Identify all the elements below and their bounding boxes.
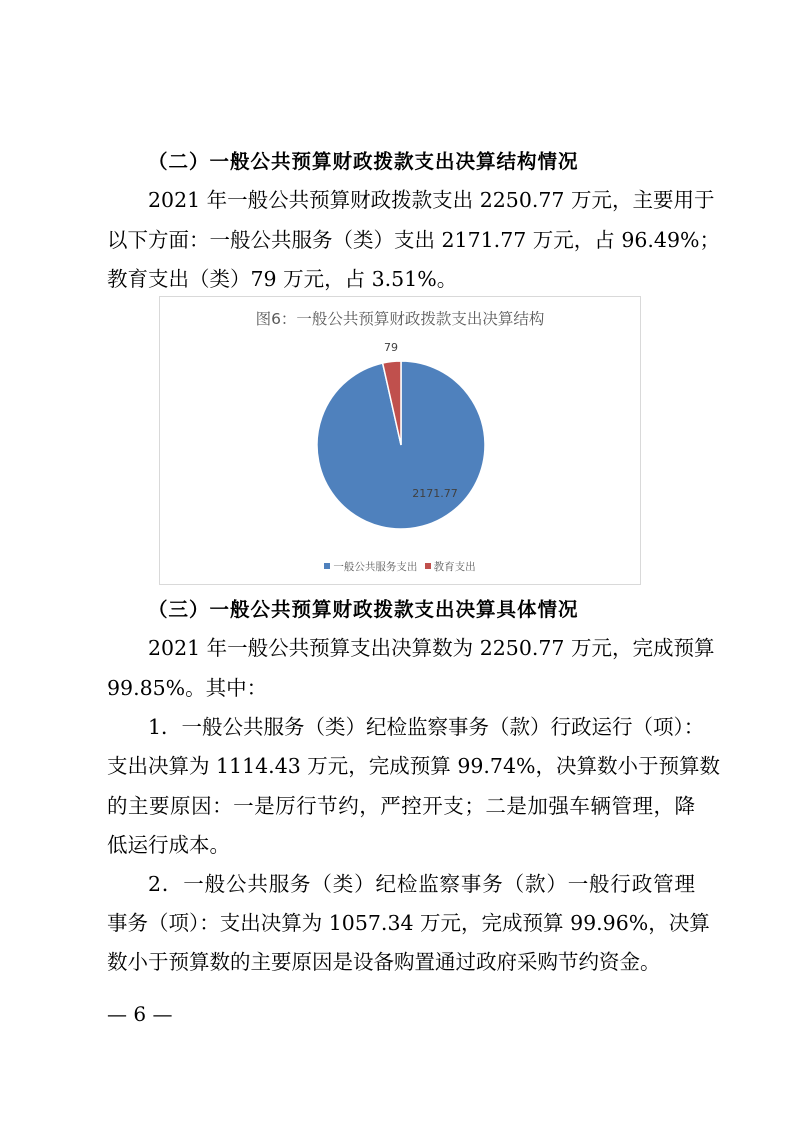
legend-label: 一般公共服务支出 — [333, 561, 418, 573]
list-item-line: 事务（项）：支出决算为 1057.34 万元，完成预算 99.96%，决算 — [107, 911, 710, 935]
page-number: — 6 — — [107, 1002, 173, 1026]
legend-item — [425, 559, 476, 574]
section-heading: （三）一般公共预算财政拨款支出决算具体情况 — [148, 598, 579, 621]
list-item-line: 2．一般公共服务（类）纪检监察事务（款）一般行政管理 — [148, 872, 695, 896]
pie-chart-canvas — [160, 297, 640, 584]
data-label: 2171.77 — [412, 487, 458, 500]
list-item-line: 1．一般公共服务（类）纪检监察事务（款）行政运行（项）： — [148, 715, 705, 739]
pie-chart — [159, 296, 641, 585]
legend-swatch — [324, 563, 330, 569]
data-label: 79 — [384, 341, 398, 354]
legend-swatch — [425, 563, 431, 569]
list-item-line: 的主要原因：一是厉行节约，严控开支；二是加强车辆管理，降 — [107, 794, 695, 818]
chart-title: 图6：一般公共预算财政拨款支出决算结构 — [255, 310, 545, 328]
paragraph-line: 2021 年一般公共预算支出决算数为 2250.77 万元，完成预算 — [148, 636, 715, 660]
legend-item — [324, 559, 417, 574]
paragraph-line: 教育支出（类）79 万元，占 3.51%。 — [107, 267, 458, 291]
chart-legend — [160, 559, 640, 574]
paragraph-line: 以下方面：一般公共服务（类）支出 2171.77 万元，占 96.49%； — [107, 228, 720, 252]
list-item-line: 数小于预算数的主要原因是设备购置通过政府采购节约资金。 — [107, 950, 661, 974]
list-item-line: 低运行成本。 — [107, 833, 230, 857]
section-heading: （二）一般公共预算财政拨款支出决算结构情况 — [148, 150, 579, 173]
paragraph-line: 2021 年一般公共预算财政拨款支出 2250.77 万元，主要用于 — [148, 188, 715, 212]
paragraph-line: 99.85%。其中： — [107, 676, 268, 700]
legend-label: 教育支出 — [433, 561, 476, 573]
list-item-line: 支出决算为 1114.43 万元，完成预算 99.74%，决算数小于预算数 — [107, 754, 720, 778]
